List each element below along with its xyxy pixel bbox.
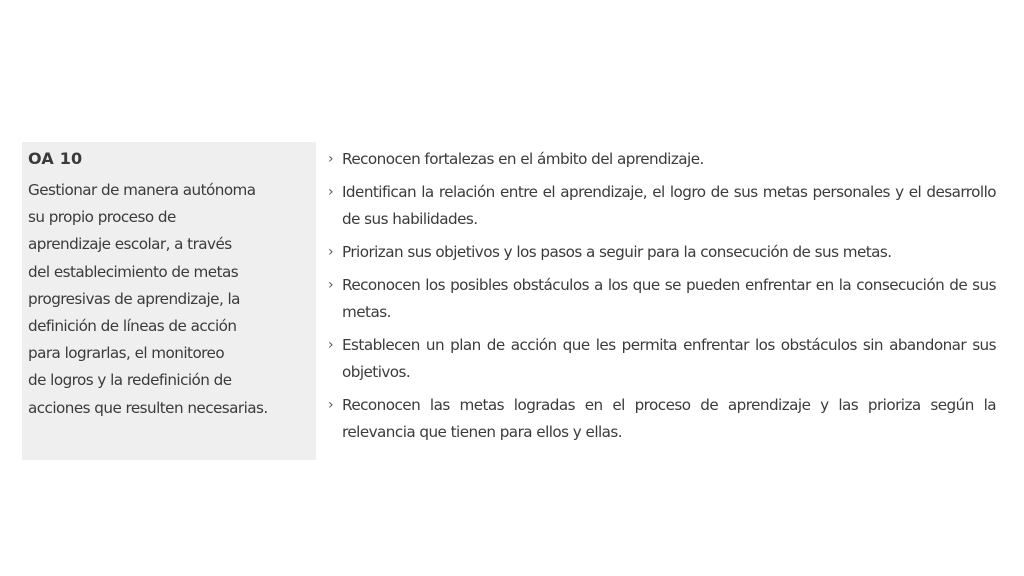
- indicator-text: Priorizan sus objetivos y los pasos a seguir para la consecución de sus metas.: [342, 243, 892, 261]
- indicator-item: [328, 239, 996, 266]
- indicator-text: Reconocen fortalezas en el ámbito del aprendizaje.: [342, 150, 704, 168]
- chevron-right-icon: ›: [328, 397, 334, 413]
- indicator-item: [328, 179, 996, 233]
- indicator-item: [328, 332, 996, 386]
- chevron-right-icon: ›: [328, 244, 334, 260]
- chevron-right-icon: ›: [328, 277, 334, 293]
- indicator-text: Identifican la relación entre el aprendizaje, el logro de sus metas personales y el desarrollo de sus habilidades.: [342, 183, 996, 228]
- chevron-right-icon: ›: [328, 337, 334, 353]
- indicator-item: [328, 392, 996, 446]
- indicator-item: [328, 272, 996, 326]
- indicator-item: [328, 146, 996, 173]
- indicator-text: Establecen un plan de acción que les permita enfrentar los obstáculos sin abandonar sus objetivos.: [342, 336, 996, 381]
- indicator-text: Reconocen los posibles obstáculos a los que se pueden enfrentar en la consecución de sus metas.: [342, 276, 996, 321]
- indicator-list: [328, 146, 996, 446]
- objective-cell: [22, 142, 316, 460]
- indicator-text: Reconocen las metas logradas en el proceso de aprendizaje y las prioriza según la relevancia que tienen para ellos y ellas.: [342, 396, 996, 441]
- objective-code: OA 10: [28, 149, 83, 168]
- objective-table: [22, 142, 1002, 460]
- chevron-right-icon: ›: [328, 151, 334, 167]
- objective-description: Gestionar de manera autónoma su propio proceso de aprendizaje escolar, a través del establecimiento de metas progresivas de aprendizaje, la definición de líneas de acción para lograrlas, el monitoreo de logros y la redefinición de acciones que resulten necesarias.: [28, 181, 268, 417]
- chevron-right-icon: ›: [328, 184, 334, 200]
- indicators-cell: [316, 142, 1002, 460]
